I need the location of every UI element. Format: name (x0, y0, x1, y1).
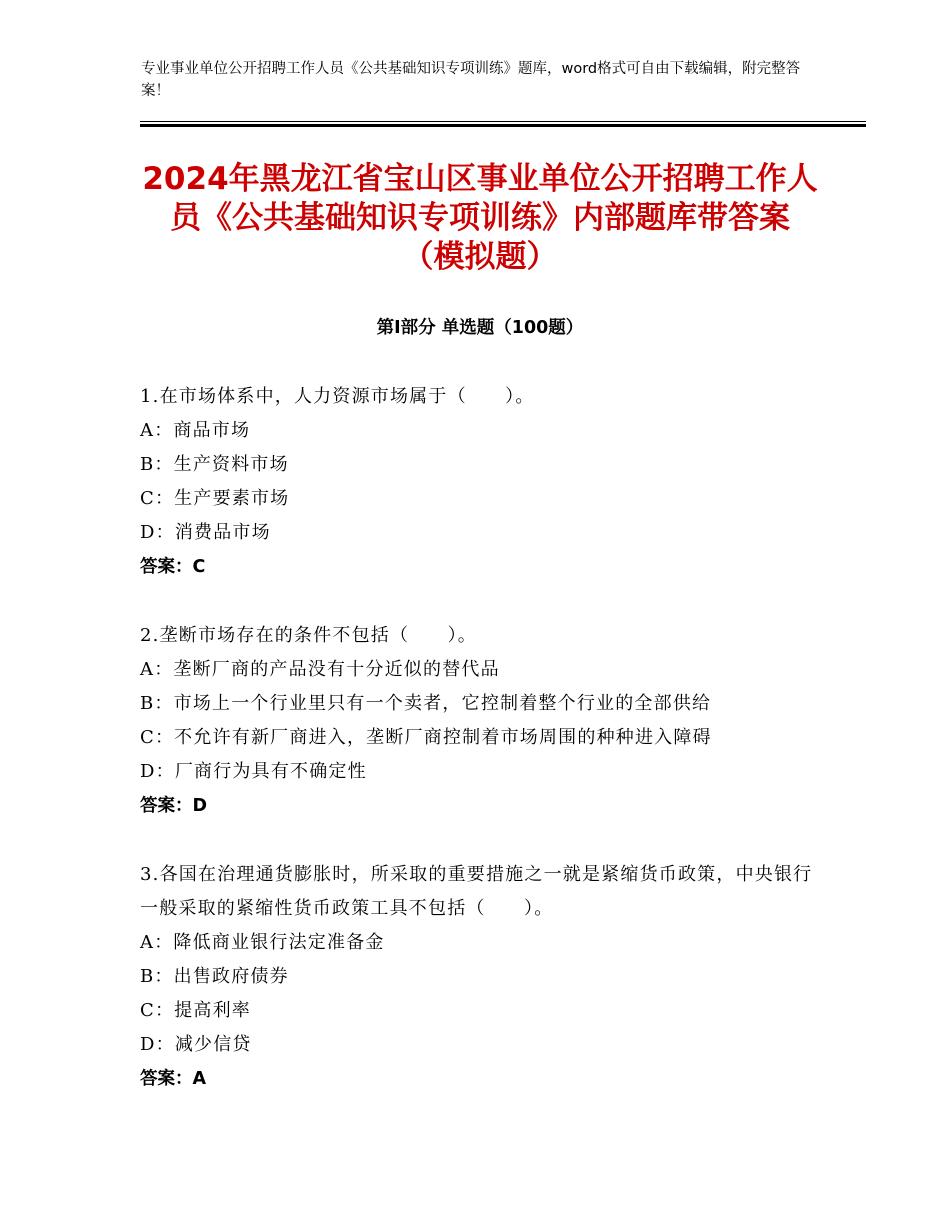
question-block (140, 858, 820, 1096)
header-rule-thick (140, 124, 866, 127)
option-a: A：降低商业银行法定准备金 (140, 932, 385, 953)
question-stem: 3.各国在治理通货膨胀时，所采取的重要措施之一就是紧缩货币政策，中央银行一般采取的紧缩性货币政策工具不包括（ ）。 (140, 864, 813, 919)
answer-line: 答案：D (140, 796, 208, 816)
option-b: B：市场上一个行业里只有一个卖者，它控制着整个行业的全部供给 (140, 693, 712, 714)
option-d: D：减少信贷 (140, 1034, 252, 1055)
option-b: B：出售政府债券 (140, 966, 289, 987)
question-stem: 2.垄断市场存在的条件不包括（ ）。 (140, 625, 477, 646)
answer-line: 答案：C (140, 557, 206, 577)
answer-line: 答案：A (140, 1069, 207, 1089)
option-d: D：厂商行为具有不确定性 (140, 761, 367, 782)
option-a: A：商品市场 (140, 420, 251, 441)
option-c: C：不允许有新厂商进入，垄断厂商控制着市场周围的种种进入障碍 (140, 727, 712, 748)
option-a: A：垄断厂商的产品没有十分近似的替代品 (140, 659, 500, 680)
option-c: C：提高利率 (140, 1000, 251, 1021)
option-d: D：消费品市场 (140, 522, 271, 543)
header-rule-thin (140, 121, 866, 122)
question-block (140, 619, 820, 823)
option-b: B：生产资料市场 (140, 454, 289, 475)
question-stem: 1.在市场体系中，人力资源市场属于（ ）。 (140, 386, 535, 407)
option-c: C：生产要素市场 (140, 488, 290, 509)
document-title: 2024年黑龙江省宝山区事业单位公开招聘工作人员《公共基础知识专项训练》内部题库带答案（模拟题） (142, 161, 818, 275)
header-note: 专业事业单位公开招聘工作人员《公共基础知识专项训练》题库，word格式可自由下载编辑，附完整答案！ (141, 61, 801, 99)
section-heading: 第I部分 单选题（100题） (376, 318, 584, 338)
question-block (140, 380, 820, 584)
